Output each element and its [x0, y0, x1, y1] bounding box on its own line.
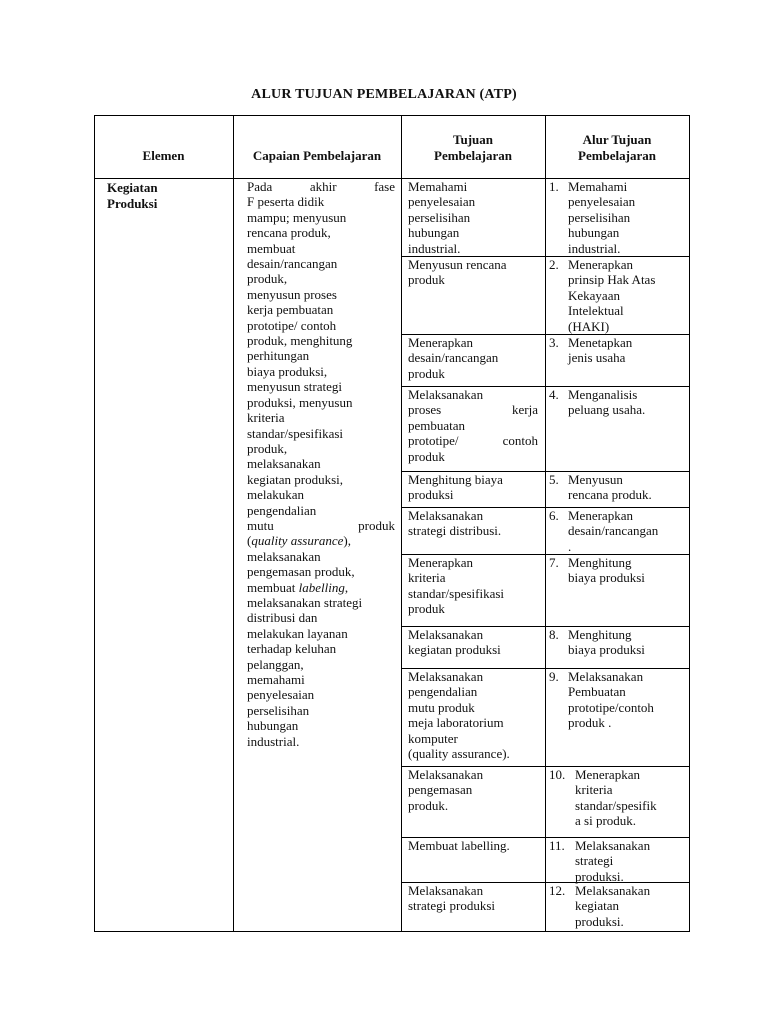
- capaian-line: kerja pembuatan: [247, 302, 334, 318]
- capaian-line: pengemasan produk,: [247, 564, 355, 580]
- tujuan-line: produk: [408, 601, 445, 617]
- alur-text: [575, 767, 687, 829]
- alur-line: .: [568, 538, 572, 554]
- tujuan-line: mutu produk: [408, 699, 475, 715]
- elemen-cell: [107, 180, 158, 212]
- tujuan-line: prototipe/ contoh: [408, 433, 538, 449]
- tujuan-line: produksi: [408, 487, 454, 503]
- capaian-line: membuat: [247, 240, 296, 256]
- capaian-line: melaksanakan: [247, 456, 321, 472]
- tujuan-line: pembuatan: [408, 417, 466, 433]
- capaian-line: melaksanakan strategi: [247, 594, 363, 610]
- capaian-line: prototipe/ contoh: [247, 317, 337, 333]
- tujuan-line: pengemasan: [408, 782, 473, 798]
- alur-line: Menganalisis: [568, 387, 638, 402]
- alur-line: Menyusun: [568, 472, 623, 487]
- alur-number: 7.: [549, 555, 559, 570]
- alur-line: produksi.: [575, 868, 624, 884]
- alur-number: 3.: [549, 335, 559, 350]
- header-alur-line2: Pembelajaran: [578, 148, 656, 163]
- tujuan-cell: [408, 179, 538, 256]
- capaian-line: perselisihan: [247, 702, 310, 718]
- tujuan-line: hubungan: [408, 225, 460, 241]
- header-tujuan-line2: Pembelajaran: [434, 148, 512, 163]
- tujuan-line: Melaksanakan: [408, 669, 484, 684]
- tujuan-line: standar/spesifikasi: [408, 585, 505, 601]
- tujuan-cell: [408, 883, 538, 914]
- tujuan-line: Melaksanakan: [408, 883, 484, 898]
- alur-line: produksi.: [575, 913, 624, 929]
- alur-line: jenis usaha: [568, 350, 626, 366]
- alur-line: kriteria: [575, 782, 613, 798]
- tujuan-line: meja laboratorium: [408, 715, 504, 731]
- alur-line: peluang usaha.: [568, 402, 646, 418]
- alur-line: Kekayaan: [568, 287, 620, 303]
- tujuan-line: Menyusun rencana: [408, 257, 507, 272]
- alur-line: biaya produksi: [568, 570, 645, 586]
- alur-line: penyelesaian: [568, 194, 636, 210]
- capaian-line: distribusi dan: [247, 610, 318, 626]
- alur-text: [568, 508, 686, 554]
- alur-text: [568, 627, 686, 658]
- capaian-line: kriteria: [247, 410, 285, 426]
- capaian-line: mampu; menyusun: [247, 209, 347, 225]
- alur-line: Menerapkan: [575, 767, 640, 782]
- alur-number: 1.: [549, 179, 559, 194]
- alur-line: Intelektual: [568, 303, 624, 319]
- tujuan-line: kegiatan produksi: [408, 642, 501, 658]
- alur-line: Menerapkan: [568, 508, 633, 523]
- tujuan-line: pengendalian: [408, 684, 478, 700]
- capaian-line: standar/spesifikasi: [247, 425, 344, 441]
- tujuan-line: Melaksanakan: [408, 627, 484, 642]
- alur-text: [575, 838, 687, 884]
- alur-line: produk .: [568, 715, 612, 731]
- alur-line: Pembuatan: [568, 684, 626, 700]
- tujuan-line: (quality assurance).: [408, 746, 510, 762]
- alur-line: Menerapkan: [568, 257, 633, 272]
- alur-line: hubungan: [568, 225, 620, 241]
- tujuan-line: Membuat labelling.: [408, 838, 510, 853]
- alur-line: a si produk.: [575, 813, 637, 829]
- alur-line: kegiatan: [575, 898, 620, 914]
- tujuan-line: Menerapkan: [408, 555, 473, 570]
- tujuan-cell: [408, 627, 538, 658]
- tujuan-cell: [408, 555, 538, 617]
- capaian-line: Pada akhir fase: [247, 179, 395, 194]
- capaian-line: memahami: [247, 672, 305, 687]
- capaian-line: kegiatan produksi,: [247, 471, 344, 487]
- capaian-line: menyusun proses: [247, 286, 337, 302]
- tujuan-line: kriteria: [408, 570, 446, 586]
- capaian-line: hubungan: [247, 718, 299, 734]
- alur-line: Melaksanakan: [568, 669, 644, 684]
- header-tujuan-line1: Tujuan: [453, 132, 493, 147]
- capaian-line: industrial.: [247, 733, 300, 749]
- tujuan-line: Memahami: [408, 179, 468, 194]
- alur-number: 10.: [549, 767, 566, 782]
- alur-number: 5.: [549, 472, 559, 487]
- alur-number: 12.: [549, 883, 566, 898]
- header-alur-line1: Alur Tujuan: [582, 132, 652, 147]
- capaian-line: biaya produksi,: [247, 363, 328, 379]
- alur-line: perselisihan: [568, 209, 631, 225]
- alur-line: Melaksanakan: [575, 883, 651, 898]
- tujuan-line: produk.: [408, 797, 449, 813]
- capaian-line: menyusun strategi: [247, 379, 342, 395]
- capaian-line: F peserta didik: [247, 194, 325, 210]
- tujuan-cell: [408, 767, 538, 813]
- alur-line: (HAKI): [568, 318, 610, 334]
- alur-text: [568, 335, 686, 366]
- tujuan-line: produk: [408, 365, 445, 381]
- elemen-line: Kegiatan: [107, 180, 158, 195]
- capaian-line: produk,: [247, 440, 288, 456]
- capaian-line: penyelesaian: [247, 687, 315, 703]
- capaian-line: melakukan: [247, 487, 305, 503]
- capaian-line: desain/rancangan: [247, 256, 338, 272]
- alur-line: standar/spesifik: [575, 797, 657, 813]
- alur-text: [568, 669, 686, 731]
- alur-text: [568, 555, 686, 586]
- capaian-line: produk, menghitung: [247, 333, 353, 349]
- alur-line: Melaksanakan: [575, 838, 651, 853]
- tujuan-line: produk: [408, 272, 445, 288]
- capaian-line: produk,: [247, 271, 288, 287]
- header-alur: [545, 132, 689, 164]
- header-elemen: Elemen: [142, 148, 185, 163]
- capaian-line: rencana produk,: [247, 225, 331, 241]
- alur-number: 2.: [549, 257, 559, 272]
- tujuan-cell: [408, 335, 538, 381]
- tujuan-line: desain/rancangan: [408, 350, 499, 366]
- alur-line: rencana produk.: [568, 487, 652, 503]
- alur-text: [575, 883, 687, 929]
- tujuan-cell: [408, 669, 538, 761]
- elemen-line: Produksi: [107, 196, 158, 211]
- alur-text: [568, 257, 686, 334]
- alur-line: Memahami: [568, 179, 628, 194]
- tujuan-line: proses kerja: [408, 402, 538, 418]
- tujuan-line: strategi distribusi.: [408, 523, 502, 539]
- tujuan-cell: [408, 472, 538, 503]
- alur-number: 9.: [549, 669, 559, 684]
- alur-text: [568, 387, 686, 418]
- capaian-line: pengendalian: [247, 502, 317, 518]
- alur-line: desain/rancangan: [568, 523, 659, 539]
- capaian-line: melakukan layanan: [247, 625, 348, 641]
- alur-line: Menghitung: [568, 627, 632, 642]
- alur-number: 11.: [549, 838, 565, 853]
- capaian-line: perhitungan: [247, 348, 310, 364]
- capaian-cell: [247, 179, 395, 749]
- tujuan-line: Menerapkan: [408, 335, 473, 350]
- alur-text: [568, 179, 686, 256]
- alur-line: industrial.: [568, 240, 621, 256]
- header-capaian: Capaian Pembelajaran: [252, 148, 382, 163]
- tujuan-line: komputer: [408, 730, 458, 746]
- alur-line: Menghitung: [568, 555, 632, 570]
- capaian-line: produksi, menyusun: [247, 394, 353, 410]
- alur-line: strategi: [575, 853, 614, 869]
- tujuan-line: strategi produksi: [408, 898, 496, 914]
- tujuan-line: produk: [408, 448, 445, 464]
- alur-line: Menetapkan: [568, 335, 633, 350]
- capaian-line: terhadap keluhan: [247, 641, 337, 657]
- capaian-line: pelanggan,: [247, 656, 304, 672]
- header-tujuan: [401, 132, 545, 164]
- document-title: ALUR TUJUAN PEMBELAJARAN (ATP): [251, 87, 517, 102]
- tujuan-cell: [408, 508, 538, 539]
- tujuan-line: Menghitung biaya: [408, 472, 503, 487]
- tujuan-line: perselisihan: [408, 209, 471, 225]
- tujuan-line: Melaksanakan: [408, 767, 484, 782]
- tujuan-line: industrial.: [408, 240, 461, 256]
- alur-number: 6.: [549, 508, 559, 523]
- alur-line: prototipe/contoh: [568, 699, 654, 715]
- tujuan-line: Melaksanakan: [408, 387, 484, 402]
- capaian-line: (quality assurance),: [247, 533, 352, 549]
- tujuan-line: penyelesaian: [408, 194, 476, 210]
- capaian-line: mutu produk: [247, 517, 395, 533]
- capaian-line: melaksanakan: [247, 548, 321, 564]
- alur-text: [568, 472, 686, 503]
- alur-line: prinsip Hak Atas: [568, 272, 656, 288]
- tujuan-line: Melaksanakan: [408, 508, 484, 523]
- tujuan-cell: [408, 387, 538, 464]
- alur-number: 4.: [549, 387, 559, 402]
- tujuan-cell: [408, 838, 538, 853]
- capaian-line: membuat labelling,: [247, 579, 349, 595]
- alur-line: biaya produksi: [568, 642, 645, 658]
- alur-number: 8.: [549, 627, 559, 642]
- tujuan-cell: [408, 257, 538, 288]
